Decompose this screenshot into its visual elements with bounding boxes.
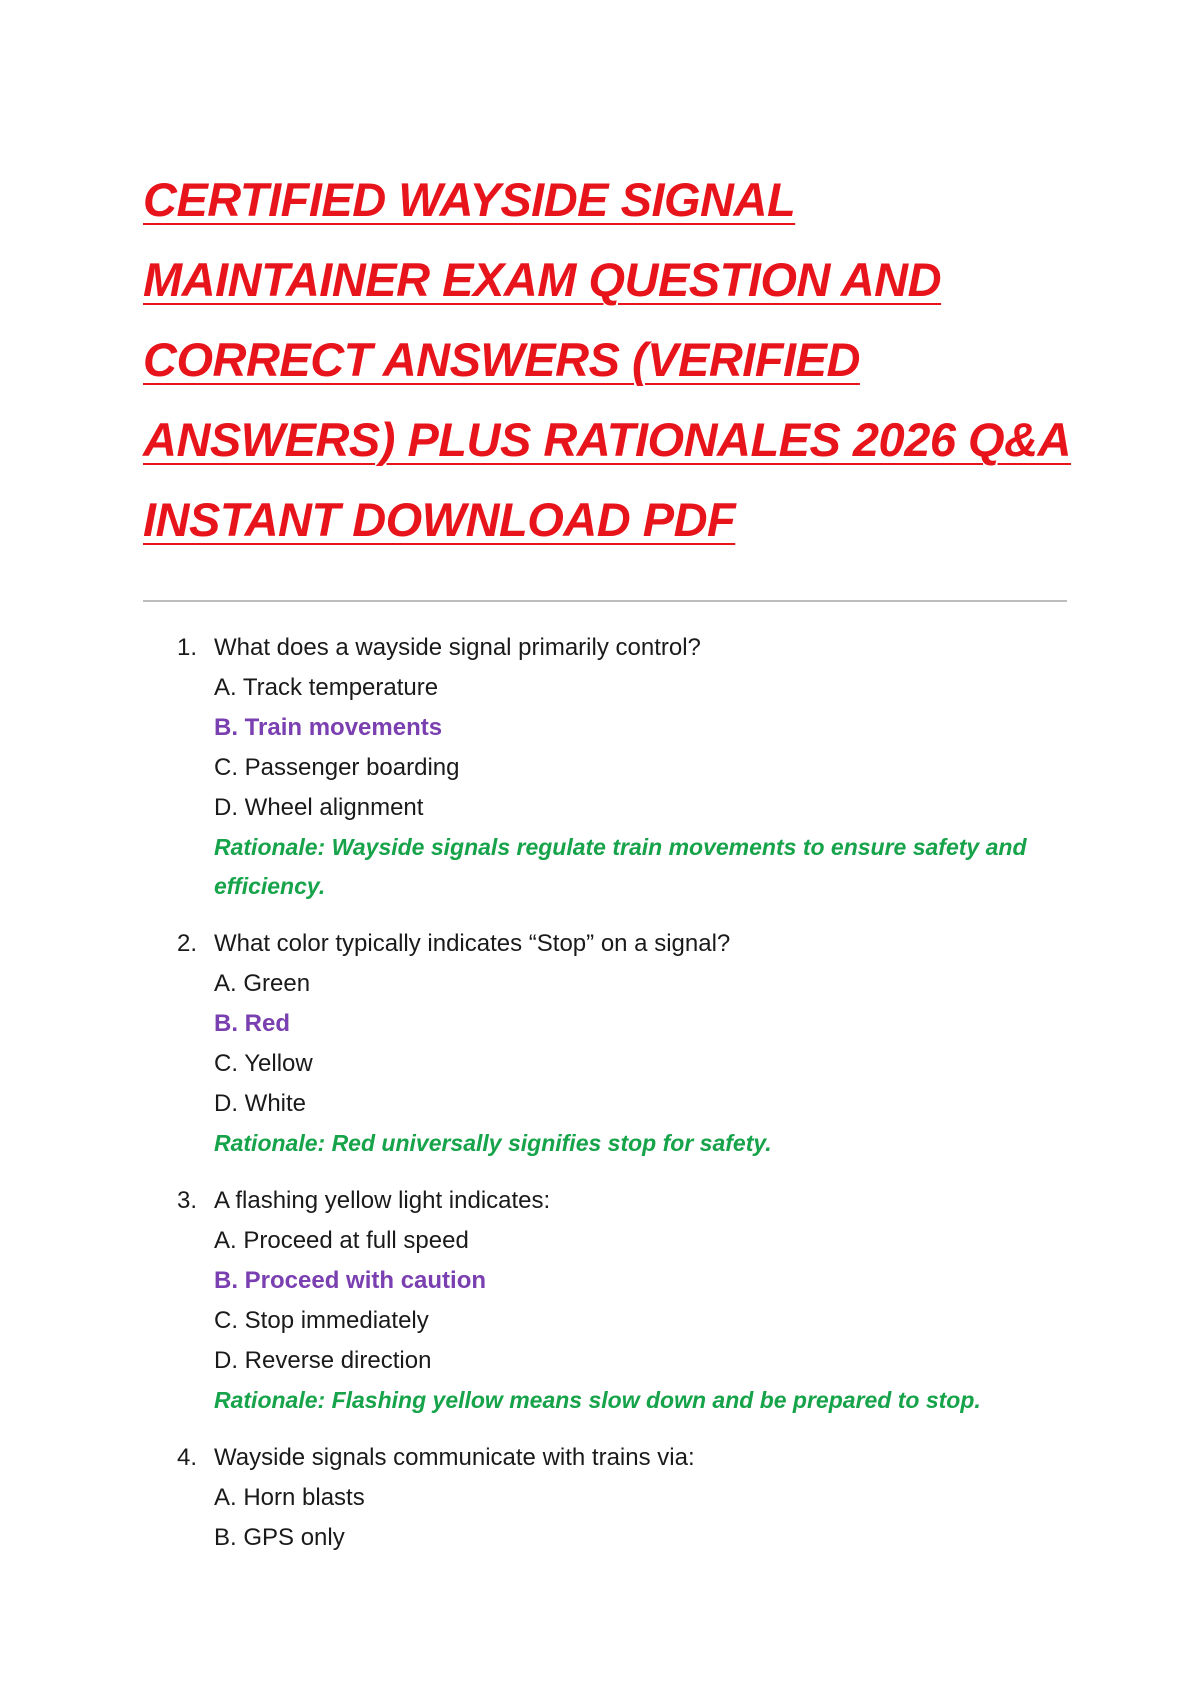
- question-item: [143, 1181, 1083, 1420]
- question-text: What color typically indicates “Stop” on a signal?: [214, 930, 731, 957]
- question-number: 1.: [177, 634, 198, 661]
- answer-option: A. Proceed at full speed: [214, 1227, 469, 1254]
- title-line: CERTIFIED WAYSIDE SIGNAL: [143, 173, 796, 226]
- answer-option: A. Track temperature: [214, 674, 439, 701]
- question-number: 3.: [177, 1187, 198, 1214]
- horizontal-divider: [143, 600, 1067, 602]
- answer-option: C. Passenger boarding: [214, 754, 460, 781]
- answer-option: C. Yellow: [214, 1050, 313, 1077]
- question-text: Wayside signals communicate with trains via:: [214, 1444, 695, 1471]
- question-list: [143, 628, 1083, 1576]
- rationale-text: Rationale: Red universally signifies stop for safety.: [214, 1130, 772, 1156]
- answer-option: D. Wheel alignment: [214, 794, 424, 821]
- correct-answer-option: B. Red: [214, 1010, 291, 1037]
- answer-option: D. White: [214, 1090, 307, 1117]
- question-text: A flashing yellow light indicates:: [214, 1187, 551, 1214]
- question-item: [143, 628, 1083, 906]
- question-number: 2.: [177, 930, 198, 957]
- answer-option: B. GPS only: [214, 1524, 345, 1551]
- correct-answer-option: B. Proceed with caution: [214, 1267, 487, 1294]
- answer-option: A. Green: [214, 970, 311, 997]
- correct-answer-option: B. Train movements: [214, 714, 443, 741]
- title-line: MAINTAINER EXAM QUESTION AND: [143, 253, 942, 306]
- title-line: ANSWERS) PLUS RATIONALES 2026 Q&A: [143, 413, 1071, 466]
- question-item: [143, 924, 1083, 1163]
- answer-option: A. Horn blasts: [214, 1484, 365, 1511]
- title-line: INSTANT DOWNLOAD PDF: [143, 493, 736, 546]
- question-item: [143, 1438, 1083, 1558]
- question-text: What does a wayside signal primarily control?: [214, 634, 701, 661]
- rationale-text: Rationale: Flashing yellow means slow down and be prepared to stop.: [214, 1387, 981, 1413]
- answer-option: D. Reverse direction: [214, 1347, 432, 1374]
- document-title: [143, 160, 1083, 560]
- answer-option: C. Stop immediately: [214, 1307, 429, 1334]
- rationale-text: Rationale: Wayside signals regulate train movements to ensure safety and efficiency.: [214, 834, 1027, 899]
- title-line: CORRECT ANSWERS (VERIFIED: [143, 333, 860, 386]
- question-number: 4.: [177, 1444, 198, 1471]
